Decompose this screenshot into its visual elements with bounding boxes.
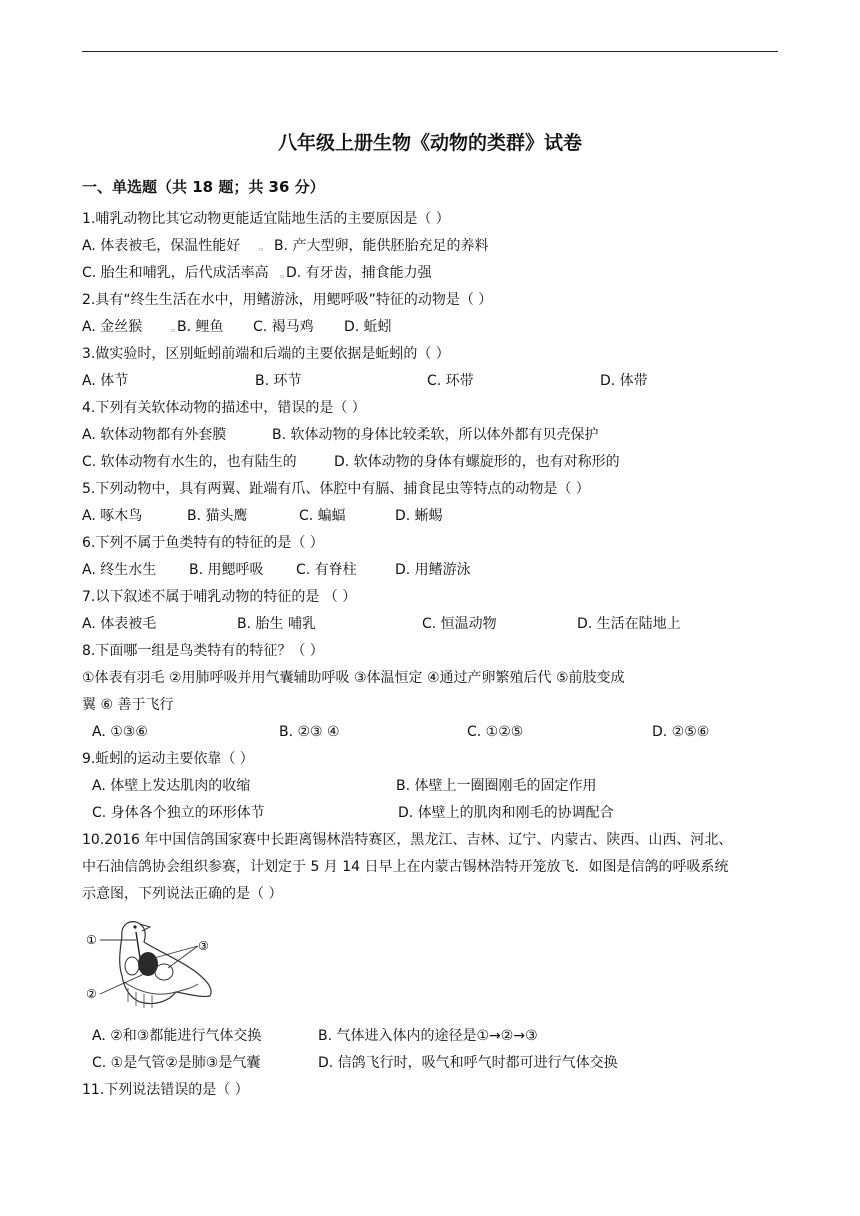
option-b[interactable]: B. 气体进入体内的途径是①→②→③ <box>318 1028 538 1044</box>
question-5-stem: 5.下列动物中，具有两翼、趾端有爪、体腔中有膈、捕食昆虫等特点的动物是（ ） <box>82 481 590 497</box>
option-b[interactable]: B. ②③ ④ <box>279 724 340 740</box>
pigeon-respiratory-diagram <box>84 914 216 1014</box>
question-6-stem: 6.下列不属于鱼类特有的特征的是（ ） <box>82 535 324 551</box>
artifact-dot: ▫ <box>259 246 264 253</box>
option-c[interactable]: C. 软体动物有水生的，也有陆生的 <box>82 454 297 470</box>
option-d[interactable]: D. 用鳍游泳 <box>395 562 471 578</box>
option-a[interactable]: A. 体节 <box>82 373 129 389</box>
option-c[interactable]: C. 蝙蝠 <box>299 508 346 524</box>
figure-label-2: ② <box>86 987 97 1001</box>
question-10-stem-line-3: 示意图，下列说法正确的是（ ） <box>82 886 283 902</box>
option-a[interactable]: A. 体表被毛，保温性能好 <box>82 238 241 254</box>
option-d[interactable]: D. 体带 <box>600 373 648 389</box>
option-c[interactable]: C. 恒温动物 <box>422 616 497 632</box>
option-c[interactable]: C. 褐马鸡 <box>253 319 314 335</box>
option-d[interactable]: D. 生活在陆地上 <box>577 616 681 632</box>
option-a[interactable]: A. 软体动物都有外套膜 <box>82 427 227 443</box>
option-a[interactable]: A. 金丝猴 <box>82 319 143 335</box>
option-d[interactable]: D. 信鸽飞行时，吸气和呼气时都可进行气体交换 <box>318 1055 618 1071</box>
option-a[interactable]: A. ②和③都能进行气体交换 <box>92 1028 262 1044</box>
section-heading: 一、单选题（共 18 题；共 36 分） <box>82 178 325 196</box>
option-b[interactable]: B. 产大型卵，能供胚胎充足的养料 <box>274 238 489 254</box>
option-d[interactable]: D. 蜥蜴 <box>395 508 443 524</box>
option-d[interactable]: D. 蚯蚓 <box>344 319 392 335</box>
question-8-stem: 8.下面哪一组是鸟类特有的特征？（ ） <box>82 643 324 659</box>
option-d[interactable]: D. ②⑤⑥ <box>652 724 710 740</box>
option-d[interactable]: D. 有牙齿，捕食能力强 <box>286 265 432 281</box>
option-b[interactable]: B. 软体动物的身体比较柔软，所以体外都有贝壳保护 <box>272 427 599 443</box>
question-2-stem: 2.具有“终生生活在水中，用鳍游泳，用鳃呼吸”特征的动物是（ ） <box>82 292 493 308</box>
option-b[interactable]: B. 环节 <box>255 373 302 389</box>
option-a[interactable]: A. 终生水生 <box>82 562 157 578</box>
option-c[interactable]: C. 有脊柱 <box>296 562 357 578</box>
option-a[interactable]: A. 体表被毛 <box>82 616 157 632</box>
option-c[interactable]: C. 胎生和哺乳，后代成活率高 <box>82 265 269 281</box>
option-b[interactable]: B. 体壁上一圈圈刚毛的固定作用 <box>396 778 597 794</box>
option-d[interactable]: D. 软体动物的身体有螺旋形的，也有对称形的 <box>334 454 620 470</box>
question-10-stem-line-2: 中石油信鸽协会组织参赛，计划定于 5 月 14 日早上在内蒙古锡林浩特开笼放飞．如图是信鸽的呼吸系统 <box>82 859 729 875</box>
question-10-stem-line-1: 10.2016 年中国信鸽国家赛中长距离锡林浩特赛区，黑龙江、吉林、辽宁、内蒙古、陕西、山西、河北、 <box>82 832 733 848</box>
option-b[interactable]: B. 猫头鹰 <box>187 508 248 524</box>
question-1-stem: 1.哺乳动物比其它动物更能适宜陆地生活的主要原因是（ ） <box>82 211 450 227</box>
option-d[interactable]: D. 体壁上的肌肉和刚毛的协调配合 <box>398 805 614 821</box>
option-c[interactable]: C. ①②⑤ <box>467 724 524 740</box>
question-7-stem: 7.以下叙述不属于哺乳动物的特征的是 （ ） <box>82 589 357 605</box>
option-b[interactable]: B. 用鳃呼吸 <box>189 562 264 578</box>
question-11-stem: 11.下列说法错误的是（ ） <box>82 1082 249 1098</box>
option-c[interactable]: C. 环带 <box>427 373 474 389</box>
option-c[interactable]: C. ①是气管②是肺③是气囊 <box>92 1055 261 1071</box>
option-c[interactable]: C. 身体各个独立的环形体节 <box>92 805 265 821</box>
top-rule <box>82 51 778 52</box>
artifact-dot: ▫ <box>171 327 176 334</box>
artifact-dot: ▫ <box>280 273 285 280</box>
question-4-stem: 4.下列有关软体动物的描述中，错误的是（ ） <box>82 400 366 416</box>
option-a[interactable]: A. 啄木鸟 <box>82 508 143 524</box>
question-9-stem: 9.蚯蚓的运动主要依靠（ ） <box>82 751 254 767</box>
option-b[interactable]: B. 胎生 哺乳 <box>237 616 316 632</box>
figure-label-3: ③ <box>198 939 209 953</box>
option-a[interactable]: A. 体壁上发达肌肉的收缩 <box>92 778 251 794</box>
question-3-stem: 3.做实验时，区别蚯蚓前端和后端的主要依据是蚯蚓的（ ） <box>82 346 450 362</box>
option-b[interactable]: B. 鲤鱼 <box>177 319 224 335</box>
question-8-items-line-2: 翼 ⑥ 善于飞行 <box>82 697 174 713</box>
option-a[interactable]: A. ①③⑥ <box>92 724 148 740</box>
question-8-items-line-1: ①体表有羽毛 ②用肺呼吸并用气囊辅助呼吸 ③体温恒定 ④通过产卵繁殖后代 ⑤前肢变成 <box>82 670 625 686</box>
page-title: 八年级上册生物《动物的类群》试卷 <box>277 132 582 154</box>
pigeon-illustration <box>84 914 216 1014</box>
figure-label-1: ① <box>86 933 97 947</box>
